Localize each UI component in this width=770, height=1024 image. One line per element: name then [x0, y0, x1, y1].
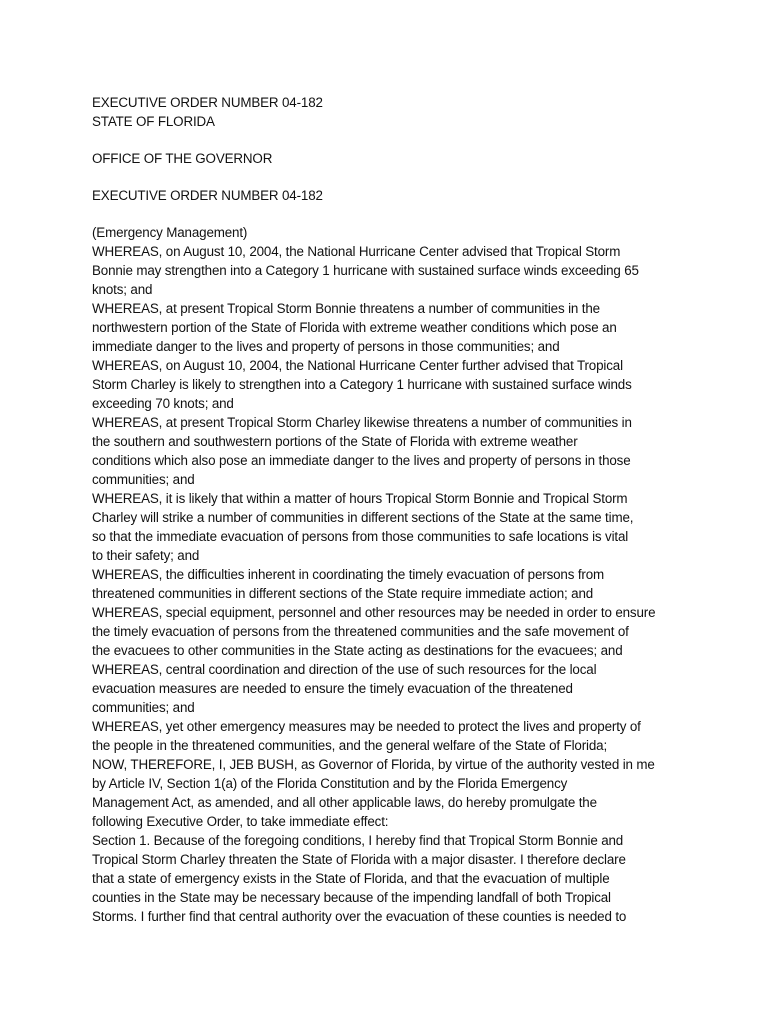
body-text-line: WHEREAS, the difficulties inherent in coordinating the timely evacuation of persons from: [92, 567, 605, 582]
body-text-line: NOW, THEREFORE, I, JEB BUSH, as Governor of Florida, by virtue of the authority vested in me: [92, 757, 655, 772]
body-text-line: northwestern portion of the State of Florida with extreme weather conditions which pose an: [92, 320, 617, 335]
body-text-line: conditions which also pose an immediate danger to the lives and property of persons in those: [92, 453, 631, 468]
body-text-line: WHEREAS, central coordination and direction of the use of such resources for the local: [92, 662, 597, 677]
body-text-line: by Article IV, Section 1(a) of the Florida Constitution and by the Florida Emergency: [92, 776, 568, 791]
body-text-line: immediate danger to the lives and property of persons in those communities; and: [92, 339, 560, 354]
order-body-text: [92, 223, 692, 926]
spacer: [92, 205, 692, 223]
body-text-line: so that the immediate evacuation of persons from those communities to safe locations is vital: [92, 529, 629, 544]
body-text-line: Storm Charley is likely to strengthen into a Category 1 hurricane with sustained surface winds: [92, 377, 632, 392]
body-text-line: following Executive Order, to take immediate effect:: [92, 814, 389, 829]
body-text-line: WHEREAS, at present Tropical Storm Charley likewise threatens a number of communities in: [92, 415, 632, 430]
spacer: [92, 131, 692, 149]
body-text-line: communities; and: [92, 472, 195, 487]
body-text-line: Bonnie may strengthen into a Category 1 hurricane with sustained surface winds exceeding 65: [92, 263, 639, 278]
body-text-line: Storms. I further find that central authority over the evacuation of these counties is needed to: [92, 909, 627, 924]
body-text-line: the timely evacuation of persons from the threatened communities and the safe movement of: [92, 624, 629, 639]
order-number-heading: EXECUTIVE ORDER NUMBER 04-182: [92, 95, 323, 110]
body-text-line: (Emergency Management): [92, 225, 248, 240]
body-text-line: the southern and southwestern portions of the State of Florida with extreme weather: [92, 434, 578, 449]
body-text-line: that a state of emergency exists in the State of Florida, and that the evacuation of multiple: [92, 871, 610, 886]
body-text-line: WHEREAS, at present Tropical Storm Bonnie threatens a number of communities in the: [92, 301, 600, 316]
body-text-line: knots; and: [92, 282, 153, 297]
spacer: [92, 168, 692, 186]
body-text-line: WHEREAS, yet other emergency measures may be needed to protect the lives and property of: [92, 719, 641, 734]
body-text-line: the evacuees to other communities in the State acting as destinations for the evacuees; and: [92, 643, 623, 658]
body-text-line: Section 1. Because of the foregoing conditions, I hereby find that Tropical Storm Bonnie and: [92, 833, 624, 848]
body-text-line: communities; and: [92, 700, 195, 715]
body-text-line: exceeding 70 knots; and: [92, 396, 234, 411]
body-text-line: counties in the State may be necessary because of the impending landfall of both Tropical: [92, 890, 611, 905]
body-text-line: WHEREAS, it is likely that within a matter of hours Tropical Storm Bonnie and Tropical Storm: [92, 491, 628, 506]
body-text-line: threatened communities in different sections of the State require immediate action; and: [92, 586, 594, 601]
body-text-line: WHEREAS, special equipment, personnel and other resources may be needed in order to ensure: [92, 605, 656, 620]
body-text-line: the people in the threatened communities, and the general welfare of the State of Florida;: [92, 738, 608, 753]
body-text-line: Management Act, as amended, and all other applicable laws, do hereby promulgate the: [92, 795, 597, 810]
document-page: [92, 93, 692, 926]
order-number-heading-repeat: EXECUTIVE ORDER NUMBER 04-182: [92, 188, 323, 203]
body-text-line: Charley will strike a number of communities in different sections of the State at the same time,: [92, 510, 634, 525]
state-heading: STATE OF FLORIDA: [92, 114, 215, 129]
body-text-line: Tropical Storm Charley threaten the State of Florida with a major disaster. I therefore declare: [92, 852, 626, 867]
body-text-line: WHEREAS, on August 10, 2004, the National Hurricane Center advised that Tropical Storm: [92, 244, 621, 259]
office-heading: OFFICE OF THE GOVERNOR: [92, 151, 273, 166]
body-text-line: to their safety; and: [92, 548, 200, 563]
body-text-line: evacuation measures are needed to ensure the timely evacuation of the threatened: [92, 681, 573, 696]
body-text-line: WHEREAS, on August 10, 2004, the National Hurricane Center further advised that Tropical: [92, 358, 623, 373]
